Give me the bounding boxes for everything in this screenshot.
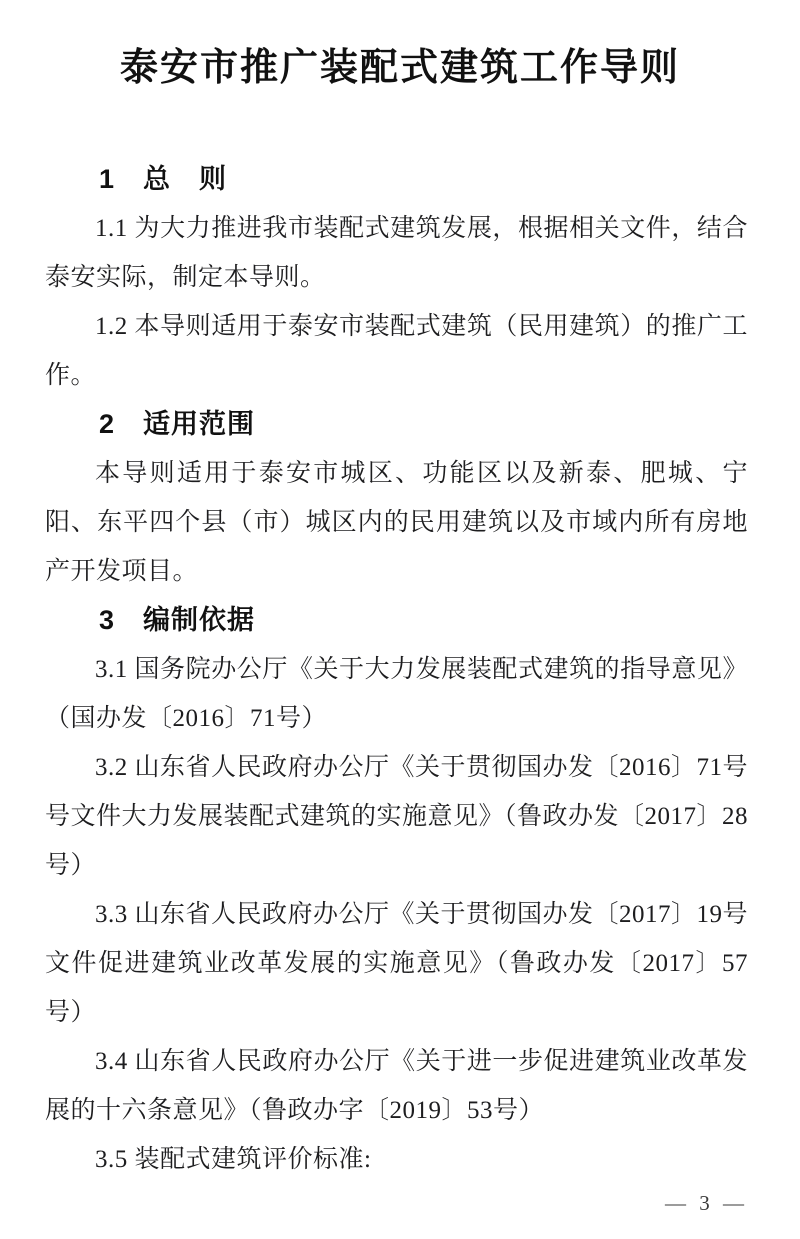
paragraph-1-1: 1.1 为大力推进我市装配式建筑发展，根据相关文件，结合泰安实际，制定本导则。 (45, 215, 748, 291)
paragraph-3-3: 3.3 山东省人民政府办公厅《关于贯彻国办发〔2017〕19号文件促进建筑业改革发展的实施意见》（鲁政办发〔2017〕57号） (45, 901, 749, 1026)
document-body (45, 155, 748, 1184)
page-number: — 3 — (665, 1191, 748, 1215)
paragraph-3-2: 3.2 山东省人民政府办公厅《关于贯彻国办发〔2016〕71号号文件大力发展装配式建筑的实施意见》（鲁政办发〔2017〕28号） (45, 754, 749, 879)
paragraph-3-4: 3.4 山东省人民政府办公厅《关于进一步促进建筑业改革发展的十六条意见》（鲁政办字〔2019〕53号） (45, 1048, 748, 1124)
paragraph-3-1: 3.1 国务院办公厅《关于大力发展装配式建筑的指导意见》（国办发〔2016〕71号） (45, 656, 748, 732)
document-title: 泰安市推广装配式建筑工作导则 (119, 47, 680, 90)
paragraph-1-2: 1.2 本导则适用于泰安市装配式建筑（民用建筑）的推广工作。 (45, 313, 748, 389)
paragraph-3-5: 3.5 装配式建筑评价标准: (95, 1146, 372, 1173)
section-heading-compilation-basis: 3 编制依据 (99, 605, 256, 635)
section-heading-scope: 2 适用范围 (99, 409, 256, 439)
paragraph-scope: 本导则适用于泰安市城区、功能区以及新泰、肥城、宁阳、东平四个县（市）城区内的民用建筑以及市域内所有房地产开发项目。 (45, 460, 748, 585)
section-heading-general-provisions: 1 总 则 (99, 164, 228, 194)
